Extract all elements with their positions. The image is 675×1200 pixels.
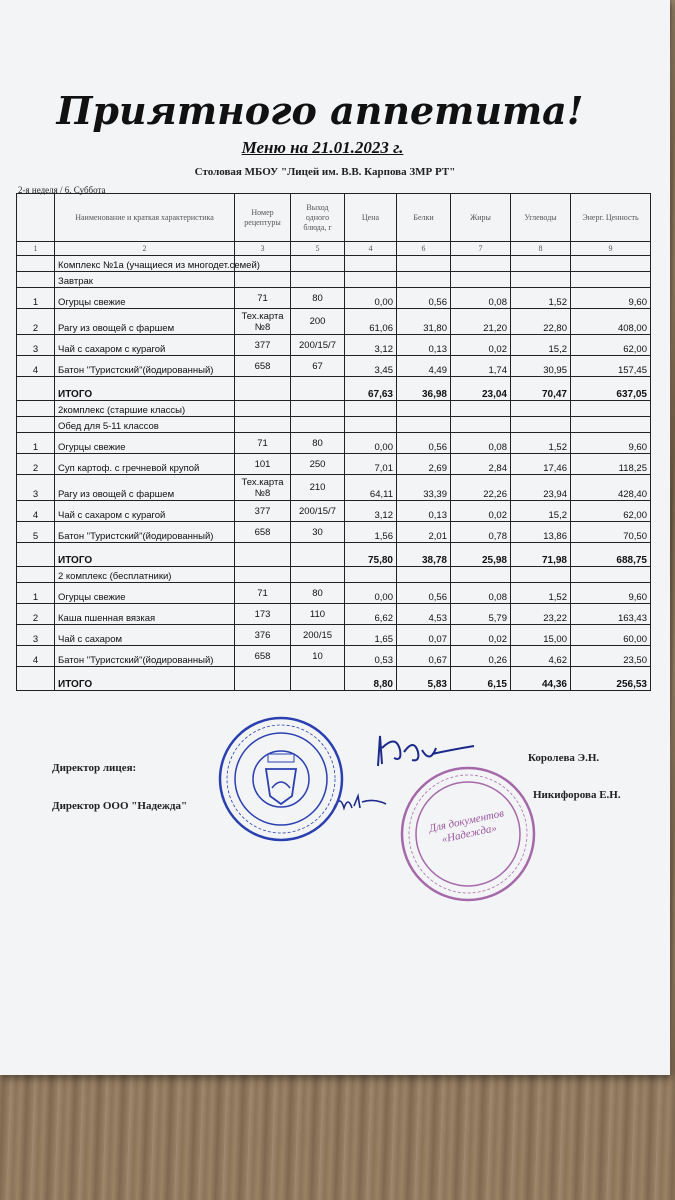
price: 0,00 [345,583,397,604]
dish-name: Чай с сахаром с курагой [55,335,235,356]
dish-row [17,356,651,377]
column-header: Углеводы [511,194,571,242]
column-number: 2 [55,242,235,256]
empty-cell [345,272,397,288]
price: 1,56 [345,522,397,543]
dish-name: Батон "Туристский"(йодированный) [55,646,235,667]
column-header: Выход одного блюда, г [291,194,345,242]
carbs: 22,80 [511,309,571,335]
empty-cell [235,401,291,417]
section-title: Комплекс №1а (учащиеся из многодет.семей) [55,256,235,272]
empty-cell [451,272,511,288]
row-number: 3 [17,625,55,646]
price: 64,11 [345,475,397,501]
company-director-name: Никифорова Е.Н. [533,789,621,801]
column-number: 6 [397,242,451,256]
protein: 0,07 [397,625,451,646]
fat: 21,20 [451,309,511,335]
empty-cell [235,417,291,433]
recipe-number: 71 [235,583,291,604]
recipe-number: 658 [235,646,291,667]
fat: 2,84 [451,454,511,475]
total-protein: 38,78 [397,543,451,567]
row-number: 3 [17,475,55,501]
carbs: 23,94 [511,475,571,501]
dish-row [17,625,651,646]
row-number-cell [17,256,55,272]
dish-name: Огурцы свежие [55,288,235,309]
section-row [17,567,651,583]
price: 0,53 [345,646,397,667]
column-number: 3 [235,242,291,256]
total-label: ИТОГО [55,377,235,401]
dish-row [17,646,651,667]
dish-row [17,475,651,501]
row-number: 5 [17,522,55,543]
total-fat: 23,04 [451,377,511,401]
row-number-cell [17,567,55,583]
carbs: 4,62 [511,646,571,667]
empty-cell [291,543,345,567]
dish-name: Рагу из овощей с фаршем [55,309,235,335]
menu-table [16,193,651,691]
column-header [17,194,55,242]
total-row [17,667,651,691]
row-number-cell [17,401,55,417]
carbs: 15,2 [511,501,571,522]
portion-weight: 200/15/7 [291,335,345,356]
empty-cell [291,567,345,583]
director-label: Директор лицея: [52,762,137,774]
column-number: 7 [451,242,511,256]
column-number: 8 [511,242,571,256]
empty-cell [291,256,345,272]
empty-cell [291,667,345,691]
fat: 0,08 [451,583,511,604]
dish-name: Огурцы свежие [55,583,235,604]
recipe-number: 173 [235,604,291,625]
week-day-label: 2-я неделя / 6. Суббота [18,185,106,195]
empty-cell [571,567,651,583]
empty-cell [571,256,651,272]
empty-cell [345,401,397,417]
price: 0,00 [345,288,397,309]
dish-row [17,309,651,335]
energy: 408,00 [571,309,651,335]
total-label: ИТОГО [55,667,235,691]
portion-weight: 250 [291,454,345,475]
column-number: 1 [17,242,55,256]
row-number-cell [17,417,55,433]
empty-cell [345,567,397,583]
empty-cell [451,256,511,272]
total-row [17,543,651,567]
empty-cell [291,417,345,433]
energy: 70,50 [571,522,651,543]
price: 3,45 [345,356,397,377]
recipe-number: 658 [235,356,291,377]
section-row [17,417,651,433]
price: 61,06 [345,309,397,335]
portion-weight: 80 [291,583,345,604]
page-title: Приятного аппетита! [56,88,584,133]
carbs: 1,52 [511,288,571,309]
protein: 0,13 [397,335,451,356]
portion-weight: 200/15 [291,625,345,646]
empty-cell [345,417,397,433]
table-header-row [17,194,651,242]
total-fat: 6,15 [451,667,511,691]
fat: 0,02 [451,625,511,646]
fat: 0,08 [451,288,511,309]
column-header: Наименование и краткая характеристика [55,194,235,242]
column-number: 4 [345,242,397,256]
total-energy: 637,05 [571,377,651,401]
recipe-number: 658 [235,522,291,543]
empty-cell [291,272,345,288]
fat: 1,74 [451,356,511,377]
empty-cell [397,567,451,583]
price: 1,65 [345,625,397,646]
section-row [17,256,651,272]
empty-cell [571,417,651,433]
column-number: 9 [571,242,651,256]
total-protein: 36,98 [397,377,451,401]
energy: 157,45 [571,356,651,377]
row-number: 2 [17,604,55,625]
empty-cell [451,567,511,583]
portion-weight: 10 [291,646,345,667]
price: 7,01 [345,454,397,475]
price: 6,62 [345,604,397,625]
company-seal-text: Для документов «Надежда» [428,807,505,846]
carbs: 1,52 [511,583,571,604]
section-row [17,272,651,288]
portion-weight: 30 [291,522,345,543]
recipe-number: 377 [235,335,291,356]
protein: 4,53 [397,604,451,625]
energy: 9,60 [571,433,651,454]
lyceum-seal [216,714,346,844]
protein: 0,56 [397,288,451,309]
section-title: Завтрак [55,272,235,288]
total-energy: 256,53 [571,667,651,691]
column-header: Цена [345,194,397,242]
empty-cell [451,401,511,417]
dish-row [17,522,651,543]
fat: 0,02 [451,335,511,356]
protein: 2,01 [397,522,451,543]
recipe-number: 376 [235,625,291,646]
fat: 0,26 [451,646,511,667]
fat: 22,26 [451,475,511,501]
total-price: 67,63 [345,377,397,401]
column-header: Энерг. Ценность [571,194,651,242]
row-number: 1 [17,433,55,454]
empty-cell [571,401,651,417]
row-number-cell [17,377,55,401]
total-row [17,377,651,401]
company-director-label: Директор ООО "Надежда" [52,800,188,812]
empty-cell [291,377,345,401]
section-title: 2 комплекс (бесплатники) [55,567,235,583]
carbs: 1,52 [511,433,571,454]
empty-cell [291,401,345,417]
section-row [17,401,651,417]
empty-cell [511,401,571,417]
recipe-number: 71 [235,288,291,309]
energy: 62,00 [571,501,651,522]
dish-row [17,583,651,604]
protein: 0,56 [397,433,451,454]
energy: 118,25 [571,454,651,475]
carbs: 23,22 [511,604,571,625]
total-label: ИТОГО [55,543,235,567]
row-number: 2 [17,454,55,475]
portion-weight: 67 [291,356,345,377]
energy: 163,43 [571,604,651,625]
energy: 62,00 [571,335,651,356]
row-number: 4 [17,646,55,667]
empty-cell [397,272,451,288]
section-title: 2комплекс (старшие классы) [55,401,235,417]
row-number: 1 [17,583,55,604]
empty-cell [511,417,571,433]
price: 0,00 [345,433,397,454]
column-number: 5 [291,242,345,256]
empty-cell [397,401,451,417]
carbs: 13,86 [511,522,571,543]
dish-row [17,501,651,522]
fat: 0,78 [451,522,511,543]
recipe-number: 101 [235,454,291,475]
protein: 0,13 [397,501,451,522]
carbs: 15,00 [511,625,571,646]
dish-name: Чай с сахаром [55,625,235,646]
recipe-number: 377 [235,501,291,522]
column-header: Белки [397,194,451,242]
empty-cell [235,667,291,691]
column-header: Жиры [451,194,511,242]
empty-cell [235,377,291,401]
protein: 2,69 [397,454,451,475]
section-title: Обед для 5-11 классов [55,417,235,433]
price: 3,12 [345,335,397,356]
protein: 0,67 [397,646,451,667]
carbs: 17,46 [511,454,571,475]
dish-name: Чай с сахаром с курагой [55,501,235,522]
carbs: 30,95 [511,356,571,377]
portion-weight: 80 [291,433,345,454]
dish-row [17,604,651,625]
portion-weight: 200/15/7 [291,501,345,522]
empty-cell [397,417,451,433]
dish-name: Суп картоф. с гречневой крупой [55,454,235,475]
row-number-cell [17,667,55,691]
fat: 0,08 [451,433,511,454]
protein: 31,80 [397,309,451,335]
total-price: 8,80 [345,667,397,691]
energy: 9,60 [571,288,651,309]
protein: 0,56 [397,583,451,604]
empty-cell [235,272,291,288]
total-fat: 25,98 [451,543,511,567]
row-number: 3 [17,335,55,356]
total-carbs: 71,98 [511,543,571,567]
price: 3,12 [345,501,397,522]
energy: 9,60 [571,583,651,604]
carbs: 15,2 [511,335,571,356]
director-name: Королева Э.Н. [528,752,600,764]
row-number-cell [17,272,55,288]
empty-cell [571,272,651,288]
empty-cell [345,256,397,272]
energy: 23,50 [571,646,651,667]
row-number-cell [17,543,55,567]
column-number-row [17,242,651,256]
portion-weight: 110 [291,604,345,625]
empty-cell [397,256,451,272]
dish-name: Огурцы свежие [55,433,235,454]
fat: 0,02 [451,501,511,522]
dish-row [17,454,651,475]
recipe-number: Тех.карта №8 [235,309,291,335]
total-energy: 688,75 [571,543,651,567]
dish-name: Батон "Туристский"(йодированный) [55,356,235,377]
portion-weight: 200 [291,309,345,335]
energy: 428,40 [571,475,651,501]
row-number: 1 [17,288,55,309]
row-number: 2 [17,309,55,335]
empty-cell [511,272,571,288]
protein: 4,49 [397,356,451,377]
portion-weight: 210 [291,475,345,501]
dish-name: Рагу из овощей с фаршем [55,475,235,501]
total-carbs: 44,36 [511,667,571,691]
empty-cell [511,256,571,272]
dish-name: Каша пшенная вязкая [55,604,235,625]
empty-cell [451,417,511,433]
dish-name: Батон "Туристский"(йодированный) [55,522,235,543]
dish-row [17,433,651,454]
total-protein: 5,83 [397,667,451,691]
total-price: 75,80 [345,543,397,567]
empty-cell [235,567,291,583]
canteen-name: Столовая МБОУ "Лицей им. В.В. Карпова ЗМР РТ" [194,166,456,178]
empty-cell [511,567,571,583]
dish-row [17,335,651,356]
row-number: 4 [17,356,55,377]
recipe-number: 71 [235,433,291,454]
dish-row [17,288,651,309]
empty-cell [235,543,291,567]
fat: 5,79 [451,604,511,625]
protein: 33,39 [397,475,451,501]
total-carbs: 70,47 [511,377,571,401]
recipe-number: Тех.карта №8 [235,475,291,501]
portion-weight: 80 [291,288,345,309]
energy: 60,00 [571,625,651,646]
menu-date-subtitle: Меню на 21.01.2023 г. [241,138,404,157]
row-number: 4 [17,501,55,522]
column-header: Номер рецептуры [235,194,291,242]
